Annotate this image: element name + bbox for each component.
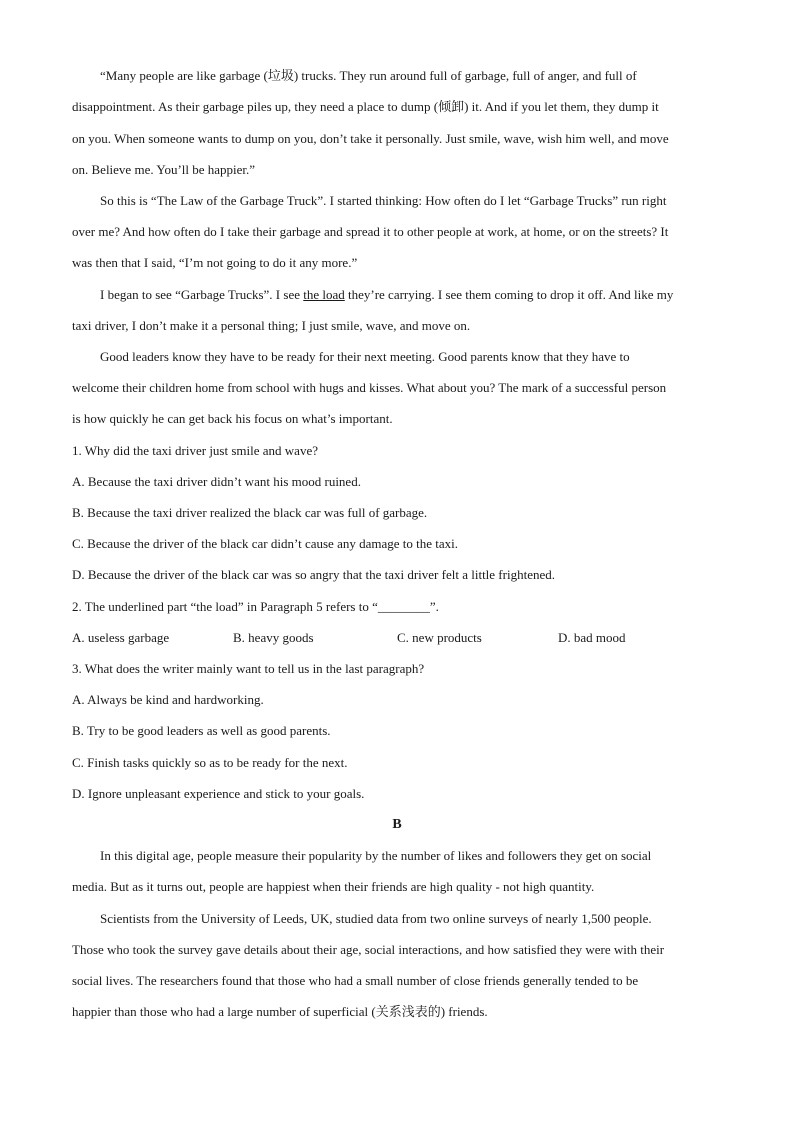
passage-b-p1-line-2: media. But as it turns out, people are happiest when their friends are high quality - not high quantity. <box>72 879 595 894</box>
passage-a-p1-line-2: disappointment. As their garbage piles up, they need a place to dump (倾卸) it. And if you let them, they dump it <box>72 99 659 114</box>
question-3-option-b: B. Try to be good leaders as well as good parents. <box>72 723 331 738</box>
passage-a-p4-line-1: Good leaders know they have to be ready for their next meeting. Good parents know that they have to <box>100 349 630 364</box>
p3-text-before: I began to see “Garbage Trucks”. I see <box>100 287 304 302</box>
passage-b-p1-line-1: In this digital age, people measure their popularity by the number of likes and followers they get on social <box>100 848 652 863</box>
question-1-option-b: B. Because the taxi driver realized the black car was full of garbage. <box>72 505 428 520</box>
passage-a-p3-line-1 <box>100 286 722 304</box>
passage-b-p2-line-2: Those who took the survey gave details about their age, social interactions, and how satisfied they were with their <box>72 942 665 957</box>
underlined-phrase: the load <box>303 287 345 302</box>
question-2-option-c: C. new products <box>397 630 482 645</box>
question-2-options <box>72 629 722 647</box>
passage-a-p2-line-3: was then that I said, “I’m not going to do it any more.” <box>72 255 358 270</box>
question-1-option-d: D. Because the driver of the black car was so angry that the taxi driver felt a little frightened. <box>72 567 555 582</box>
question-3-option-d: D. Ignore unpleasant experience and stick to your goals. <box>72 786 365 801</box>
question-2-stem: 2. The underlined part “the load” in Paragraph 5 refers to “________”. <box>72 599 439 614</box>
passage-a-p1-line-1: “Many people are like garbage (垃圾) trucks. They run around full of garbage, full of anger, and full of <box>100 68 637 83</box>
question-3-stem: 3. What does the writer mainly want to tell us in the last paragraph? <box>72 661 425 676</box>
passage-a-p4-line-3: is how quickly he can get back his focus on what’s important. <box>72 411 393 426</box>
passage-a-p3-line-2: taxi driver, I don’t make it a personal thing; I just smile, wave, and move on. <box>72 318 471 333</box>
section-b-heading: B <box>392 817 402 832</box>
passage-b-p2-line-4: happier than those who had a large number of superficial (关系浅表的) friends. <box>72 1004 488 1019</box>
question-1-option-a: A. Because the taxi driver didn’t want his mood ruined. <box>72 474 361 489</box>
question-2-option-b: B. heavy goods <box>233 630 314 645</box>
passage-a-p1-line-3: on you. When someone wants to dump on you, don’t take it personally. Just smile, wave, wish him well, and move <box>72 131 669 146</box>
passage-a-p4-line-2: welcome their children home from school with hugs and kisses. What about you? The mark of a successful person <box>72 380 667 395</box>
question-2-option-a: A. useless garbage <box>72 630 170 645</box>
passage-b-p2-line-3: social lives. The researchers found that those who had a small number of close friends generally tended to be <box>72 973 639 988</box>
question-1-option-c: C. Because the driver of the black car didn’t cause any damage to the taxi. <box>72 536 459 551</box>
passage-b-p2-line-1: Scientists from the University of Leeds, UK, studied data from two online surveys of nearly 1,500 people. <box>100 911 652 926</box>
question-3-option-a: A. Always be kind and hardworking. <box>72 692 264 707</box>
p3-text-after: they’re carrying. I see them coming to drop it off. And like my <box>344 287 674 302</box>
question-3-option-c: C. Finish tasks quickly so as to be ready for the next. <box>72 755 348 770</box>
passage-a-p1-line-4: on. Believe me. You’ll be happier.” <box>72 162 256 177</box>
passage-a-p2-line-2: over me? And how often do I take their garbage and spread it to other people at work, at home, or on the streets? It <box>72 224 669 239</box>
question-1-stem: 1. Why did the taxi driver just smile and wave? <box>72 443 318 458</box>
question-2-option-d: D. bad mood <box>558 630 626 645</box>
passage-a-p2-line-1: So this is “The Law of the Garbage Truck”. I started thinking: How often do I let “Garbage Trucks” run right <box>100 193 667 208</box>
